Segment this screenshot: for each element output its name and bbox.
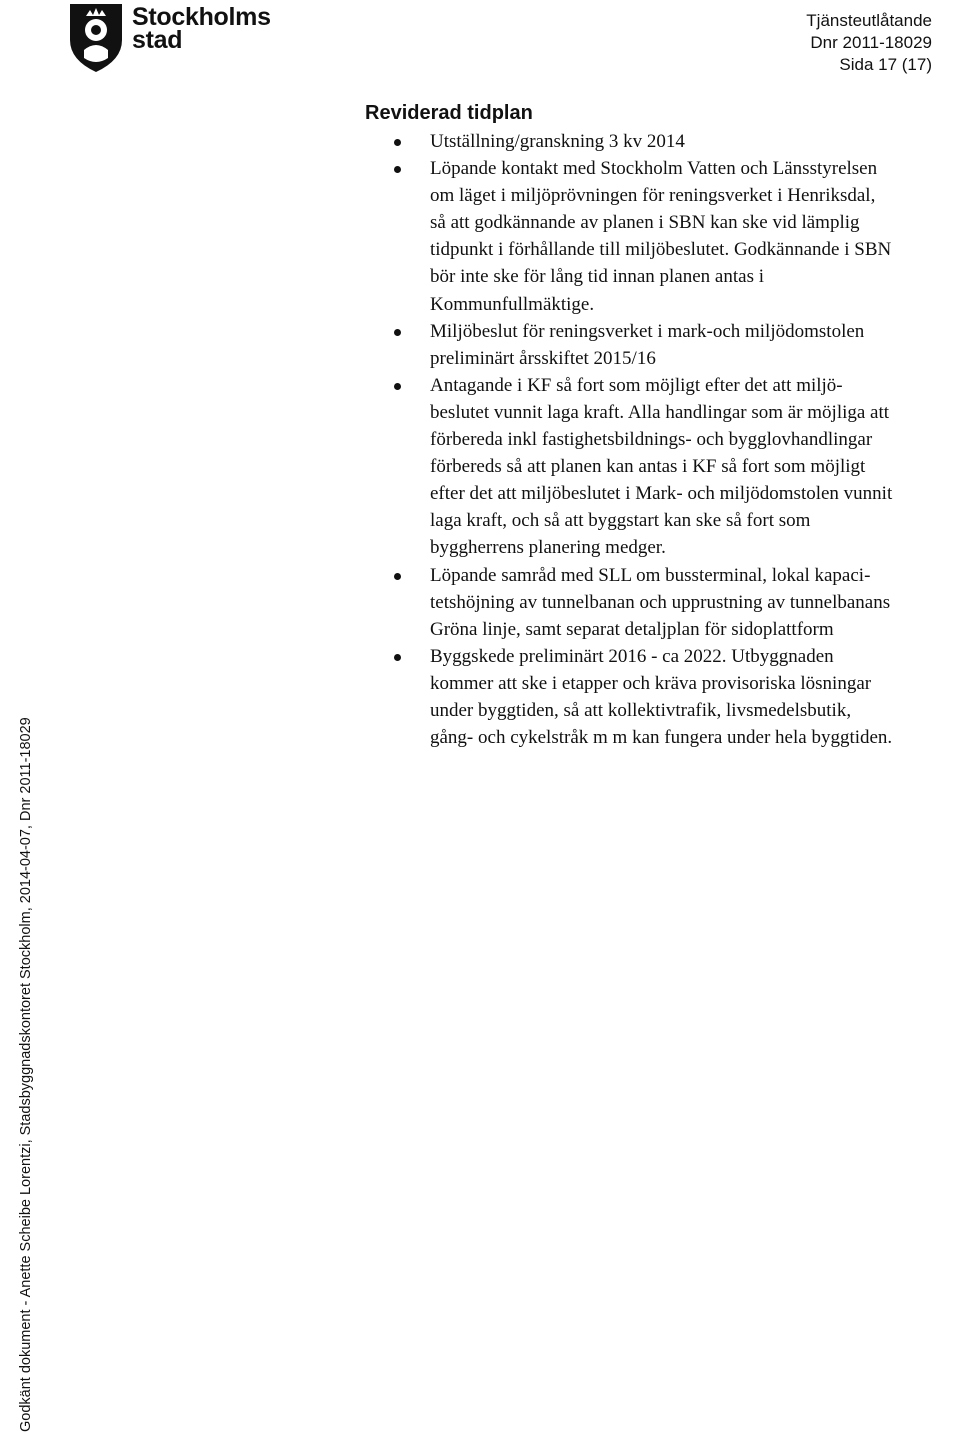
list-item	[430, 318, 960, 372]
page-number: Sida 17 (17)	[839, 55, 932, 74]
list-item-text: Löpande samråd med SLL om bussterminal, lokal kapaci- tetshöjning av tunnelbanan och upprustning av tunnelbanans Gröna linje, samt separat detaljplan för sidoplattform	[430, 564, 891, 640]
list-item	[430, 562, 960, 643]
list-item	[430, 643, 960, 751]
list-item-text: Antagande i KF så fort som möjligt efter det att miljö- beslutet vunnit laga kraft. Alla handlingar som är möjliga att förbereda inkl fastighetsbildnings- och bygglovhandlingar förbereds så att planen kan antas i KF så fort som möjligt efter det att miljöbeslutet i Mark- och miljödomstolen vunnit laga kraft, och så att byggstart kan ske så fort som byggherrens planering medger.	[430, 374, 893, 559]
logo-text-line2: stad	[132, 26, 183, 54]
stockholms-stad-logo	[68, 0, 278, 74]
logo-wordmark	[132, 3, 271, 54]
bullet-icon	[394, 329, 401, 336]
list-item-text: Löpande kontakt med Stockholm Vatten och Länsstyrelsen om läget i miljöprövningen för reningsverket i Henriksdal, så att godkännande av planen i SBN kan ske vid lämplig tidpunkt i förhållande till miljöbeslutet. Godkännande i SBN bör inte ske för lång tid innan planen antas i Kommunfullmäktige.	[430, 158, 892, 315]
logo-text-line1: Stockholms	[132, 3, 271, 31]
bullet-list	[430, 128, 960, 751]
list-item	[430, 372, 960, 562]
approval-stamp: Godkänt dokument - Anette Scheibe Lorentzi, Stadsbyggnadskontoret Stockholm, 2014-04-07, Dnr 2011-18029	[18, 717, 34, 1432]
section-heading: Reviderad tidplan	[365, 102, 533, 124]
bullet-icon	[394, 139, 401, 146]
city-crest-icon	[68, 0, 124, 74]
list-item-text: Byggskede preliminärt 2016 - ca 2022. Utbyggnaden kommer att ske i etapper och kräva provisoriska lösningar under byggtiden, så att kollektivtrafik, livsmedelsbutik, gång- och cykelstråk m m kan fungera under hela byggtiden.	[430, 645, 893, 749]
bullet-icon	[394, 383, 401, 390]
list-item	[430, 155, 960, 318]
bullet-icon	[394, 654, 401, 661]
list-item-text: Miljöbeslut för reningsverket i mark-och miljödomstolen preliminärt årsskiftet 2015/16	[430, 320, 865, 369]
doc-type: Tjänsteutlåtande	[806, 11, 932, 30]
list-item-text: Utställning/granskning 3 kv 2014	[430, 131, 685, 152]
list-item	[430, 128, 960, 155]
document-meta	[806, 10, 932, 76]
bullet-icon	[394, 573, 401, 580]
bullet-icon	[394, 166, 401, 173]
diary-number: Dnr 2011-18029	[810, 33, 932, 52]
